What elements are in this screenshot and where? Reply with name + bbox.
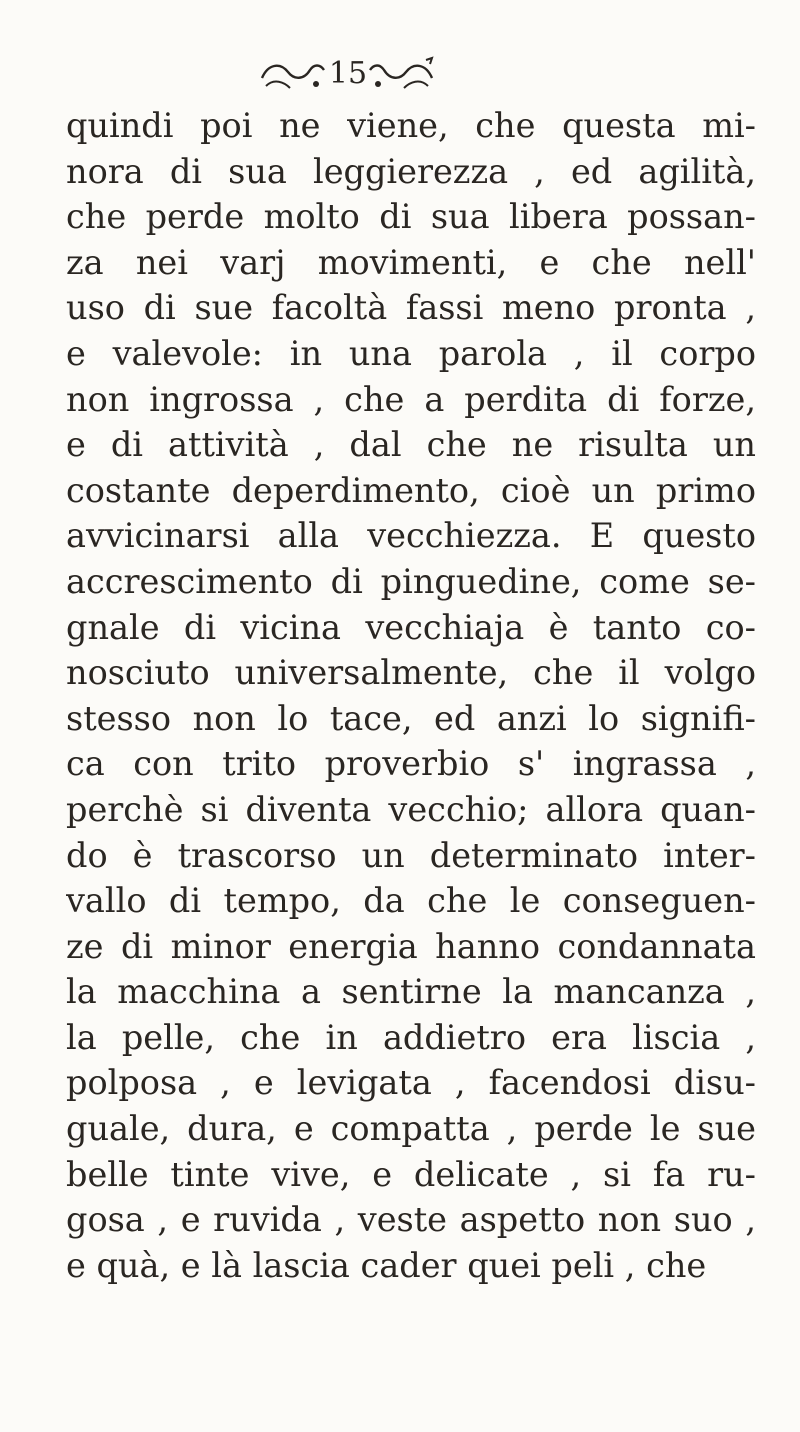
text-line: quindi poi ne viene, che questa mi- [66,106,756,145]
text-line: nora di sua leggierezza , ed agilità, [66,151,756,191]
text-line: nosciuto universalmente, che il volgo [66,653,756,693]
text-line: za nei varj movimenti, e che nell' [66,242,756,282]
text-line: polposa , e levigata , facendosi disu- [66,1063,756,1103]
text-line: e valevole: in una parola , il corpo [66,333,756,373]
text-line: ca con trito proverbio s' ingrassa , [66,744,756,784]
text-line: perchè si diventa vecchio; allora quan- [66,789,756,829]
text-line: costante deperdimento, cioè un primo [66,470,756,510]
text-line: do è trascorso un determinato inter- [66,835,756,875]
text-line: avvicinarsi alla vecchiezza. E questo [66,516,756,556]
text-line: e quà, e là lascia cader quei peli , che [66,1245,707,1285]
text-line: non ingrossa , che a perdita di forze, [66,379,756,419]
text-line: accrescimento di pinguedine, come se- [66,561,756,601]
text-line: gnale di vicina vecchiaja è tanto co- [66,607,756,647]
text-line: stesso non lo tace, ed anzi lo signifi- [66,698,756,738]
body-text [66,103,756,1288]
page-header [0,6,800,102]
text-line: uso di sue facoltà fassi meno pronta , [66,288,756,328]
text-line: e di attività , dal che ne risulta un [66,425,756,465]
text-line: guale, dura, e compatta , perde le sue [66,1109,756,1149]
text-line: gosa , e ruvida , veste aspetto non suo , [66,1200,756,1240]
printer-ornament-icon [366,56,436,96]
text-line: vallo di tempo, da che le conseguen- [66,881,756,921]
printer-ornament-icon [258,56,328,96]
text-line: ze di minor energia hanno condannata [66,926,756,966]
text-line: la pelle, che in addietro era liscia , [66,1017,756,1057]
text-line: che perde molto di sua libera possan- [66,197,756,237]
text-line: belle tinte vive, e delicate , si fa ru- [66,1154,756,1194]
page-number: 15 [328,56,368,91]
text-line: la macchina a sentirne la mancanza , [66,972,756,1012]
